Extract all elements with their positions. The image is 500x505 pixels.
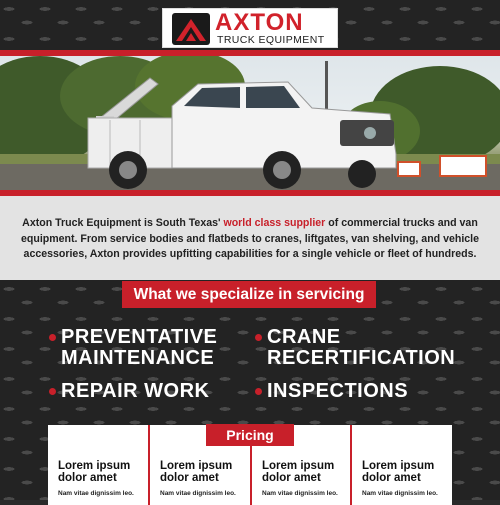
axton-logo-mark-icon [172, 13, 210, 45]
service-repair-work: REPAIR WORK [61, 381, 209, 402]
intro-paragraph: Axton Truck Equipment is South Texas' world class supplier of commercial trucks and van equipment. From service bodies and flatbeds to cranes, liftgates, van shelving, and vehicle accessories, Axton provides upfitting capabilities for a single vehicle or fleet of hundreds. [20, 217, 479, 260]
pricing-column: Lorem ipsum dolor amet Nam vitae dignissim leo. [148, 425, 248, 505]
pricing-card [48, 425, 452, 505]
services-heading: What we specialize in servicing [122, 281, 376, 308]
bullet-icon [49, 388, 56, 395]
truck-photo [0, 56, 500, 194]
service-crane-recertification: CRANE RECERTIFICATION [267, 327, 455, 369]
brand-subtitle: TRUCK EQUIPMENT [217, 34, 325, 46]
service-inspections: INSPECTIONS [267, 381, 408, 402]
logo [162, 8, 338, 48]
pricing-column: Lorem ipsum dolor amet Nam vitae dignissim leo. [350, 425, 450, 505]
intro-section [0, 196, 500, 280]
pricing-column: Lorem ipsum dolor amet Nam vitae dignissim leo. [250, 425, 350, 505]
bullet-icon [255, 334, 262, 341]
header-band [0, 0, 500, 58]
service-preventative-maintenance: PREVENTATIVE MAINTENANCE [61, 327, 217, 369]
pricing-column: Lorem ipsum dolor amet Nam vitae dignissim leo. [58, 460, 134, 497]
pricing-heading: Pricing [206, 424, 294, 446]
intro-highlight: world class supplier [223, 217, 326, 229]
bullet-icon [255, 388, 262, 395]
brand-name: AXTON [215, 9, 304, 36]
bullet-icon [49, 334, 56, 341]
